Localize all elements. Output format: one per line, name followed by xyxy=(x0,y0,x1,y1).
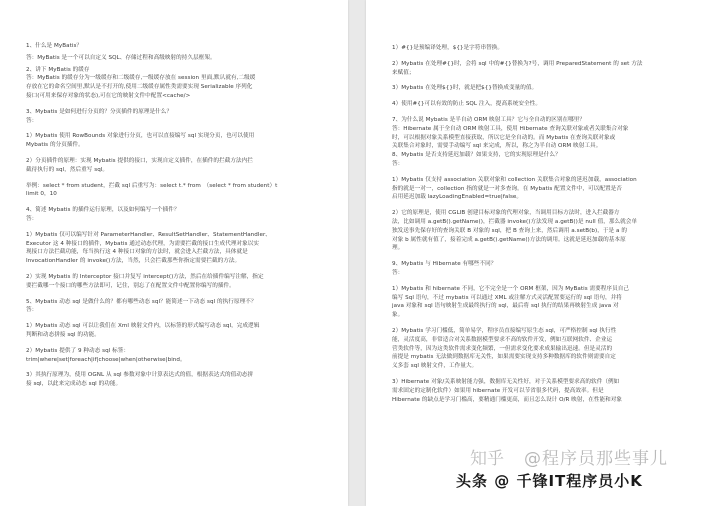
zhihu-watermark-text: @程序员那些事儿 xyxy=(524,449,668,469)
left-text-block: 1）Mybatis 动态 sql 可以让我们在 Xml 映射文件内，以标签的形式编写动态 sql，完成逻辑 判断和动态拼接 sql 的功能。 xyxy=(26,323,260,338)
left-text-block: 3）其执行原理为，使用 OGNL 从 sql 参数对象中计算表达式的值，根据表达式的值动态拼 接 sql，以此来完成动态 sql 的功能。 xyxy=(26,372,254,388)
left-text-block: 5、Mybatis 动态 sql 是做什么的？都有哪些动态 sql？能简述一下动态 sql 的执行原理不？ 答： xyxy=(26,298,257,314)
right-text-block: 1）#{}是预编译处理，${}是字符串替换。 xyxy=(392,45,504,51)
left-text-block: 1）Mybatis 仅可以编写针对 ParameterHandler、ResultSetHandler、StatementHandler、 Executor 这 4 种接口的插件，Mybatis 通过动态代理，为需要拦截的接口生成代理对象以实 现接口方法拦截功能，每当执行这 4 种接口对象的方法时，就会进入拦截方法，具体就是 InvocationHandler 的 invoke()方法，当然，只会拦截那些你指定需要拦截的方法。 xyxy=(26,231,271,265)
page-right-content xyxy=(392,44,698,404)
document-page-right xyxy=(366,0,720,506)
document-page-left xyxy=(0,0,348,506)
watermark xyxy=(446,440,716,500)
left-text-block: 答：MyBatis 的缓存分为一级缓存和二级缓存,一级缓存放在 session 里面,默认就有,二级缓 存放在它的命名空间里,默认是不打开的,使用二级缓存属性类需要实现 Serializable 序列化 接口(可用来保存对象的状态),可在它的映射文件中配置<cache/> xyxy=(26,75,256,99)
left-text-block: 举例：select * from student，拦截 sql 后重写为：select t.* from （select * from student）t limit 0，10 xyxy=(26,182,278,198)
zhihu-logo: 知乎 xyxy=(470,449,504,469)
right-text-block: 8、Mybatis 是否支持延迟加载？如果支持，它的实现原理是什么？ 答： xyxy=(392,152,561,167)
page-left-content xyxy=(26,42,332,389)
right-text-block: 1）Mybatis 仅支持 association 关联对象和 collection 关联集合对象的延迟加载，association 指的就是一对一，collection 指的就是一对多查询。在 Mybatis 配置文件中，可以配置是否 启用延迟加载 lazyLoadingEnabled=true|false。 xyxy=(392,176,637,201)
left-text-block: 答：MyBatis 是一个可以自定义 SQL、存储过程和高级映射的持久层框架。 xyxy=(26,54,216,61)
right-text-block: 7、为什么说 Mybatis 是半自动 ORM 映射工具？它与全自动的区别在哪里？ 答：Hibernate 属于全自动 ORM 映射工具，使用 Hibernate 查询关联对象或者关联集合对象 时，可以根据对象关系模型直接获取，所以它是全自动的。而 Mybatis 在查询关联对象或 关联集合对象时，需要手动编写 sql 来完成，所以，称之为半自动 ORM 映射工具。 xyxy=(392,116,629,150)
right-text-block: 9、Mybatis 与 Hibernate 有哪些不同？ 答： xyxy=(392,261,497,276)
left-text-block: 2、讲下 MyBatis 的缓存 xyxy=(26,66,90,73)
left-text-block: 4、简述 Mybatis 的插件运行原理，以及如何编写一个插件？ 答： xyxy=(26,207,180,222)
right-text-block: 2）它的原理是，使用 CGLIB 创建目标对象的代理对象，当调用目标方法时，进入拦截器方 法，比如调用 a.getB().getName()，拦截器 invoke()方法发现 a.getB()是 null 值，那么就会单 独发送事先保存好的查询关联 B 对象的 sql，把 B 查询上来，然后调用 a.setB(b)，于是 a 的 对象 b 属性就有值了，接着完成 a.getB().getName()方法的调用。这就是延迟加载的基本原 理。 xyxy=(392,210,638,252)
left-text-block: 2）Mybatis 提供了 9 种动态 sql 标签： trim|where|set|foreach|if|choose|when|otherwise|bind。 xyxy=(26,347,186,363)
right-text-block: 3）Hibernate 对象/关系映射能力强，数据库无关性好，对于关系模型要求高的软件（例如 需求固定的定制化软件）如果用 hibernate 开发可以节省很多代码，提高效率。但是 Hibernate 的缺点是学习门槛高，要精通门槛更高，而且怎么设计 O/R 映射，在性能和对象 xyxy=(392,378,623,403)
left-text-block: 2）分页插件的原理：实现 Mybatis 提供的接口，实现自定义插件，在插件的拦截方法内拦 截待执行的 sql，然后重写 sql。 xyxy=(26,157,253,173)
left-text-block: 2）实现 Mybatis 的 Interceptor 接口并复写 intercept()方法，然后在给插件编写注解，指定 要拦截哪一个接口的哪些方法即可，记住，别忘了在配置文件中配置你编写的插件。 xyxy=(26,273,264,289)
left-text-block: 1、什么是 MyBatis？ xyxy=(26,43,83,49)
right-text-block: 3）Mybatis 在处理${}时，就是把${}替换成变量的值。 xyxy=(392,85,538,92)
right-text-block: 4）使用#{}可以有效的防止 SQL 注入，提高系统安全性。 xyxy=(392,101,541,108)
left-text-block: 1）Mybatis 使用 RowBounds 对象进行分页，也可以直接编写 sql 实现分页，也可以使用 Mybatis 的分页插件。 xyxy=(26,133,255,149)
toutiao-watermark-text: 头条 @ 千锋IT程序员小K xyxy=(456,472,643,490)
right-text-block: 2）Mybatis 在处理#{}时，会将 sql 中的#{}替换为?号，调用 PreparedStatement 的 set 方法 来赋值； xyxy=(392,60,643,76)
right-text-block: 2）Mybatis 学习门槛低，简单易学，程序员直接编写原生态 sql，可严格控制 sql 执行性 能，灵活度高，非常适合对关系数据模型要求不高的软件开发，例如互联网软件、企业运 营类软件等，因为这类软件需求变化频繁，一但需求变化要求成果输出迅速。但是灵活的 前提是 mybatis 无法做到数据库无关性，如果需要实现支持多种数据库的软件则需要自定 义多套 sql 映射文件，工作量大。 xyxy=(392,327,617,370)
right-text-block: 1）Mybatis 和 hibernate 不同，它不完全是一个 ORM 框架，因为 MyBatis 需要程序员自己 编写 Sql 语句，不过 mybatis 可以通过 XML 或注解方式灵活配置要运行的 sql 语句，并将 java 对象和 sql 语句映射生成最终执行的 sql，最后将 sql 执行的结果再映射生成 java 对 象。 xyxy=(392,285,630,319)
left-text-block: 3、Mybatis 是如何进行分页的？分页插件的原理是什么？ 答： xyxy=(26,108,173,124)
